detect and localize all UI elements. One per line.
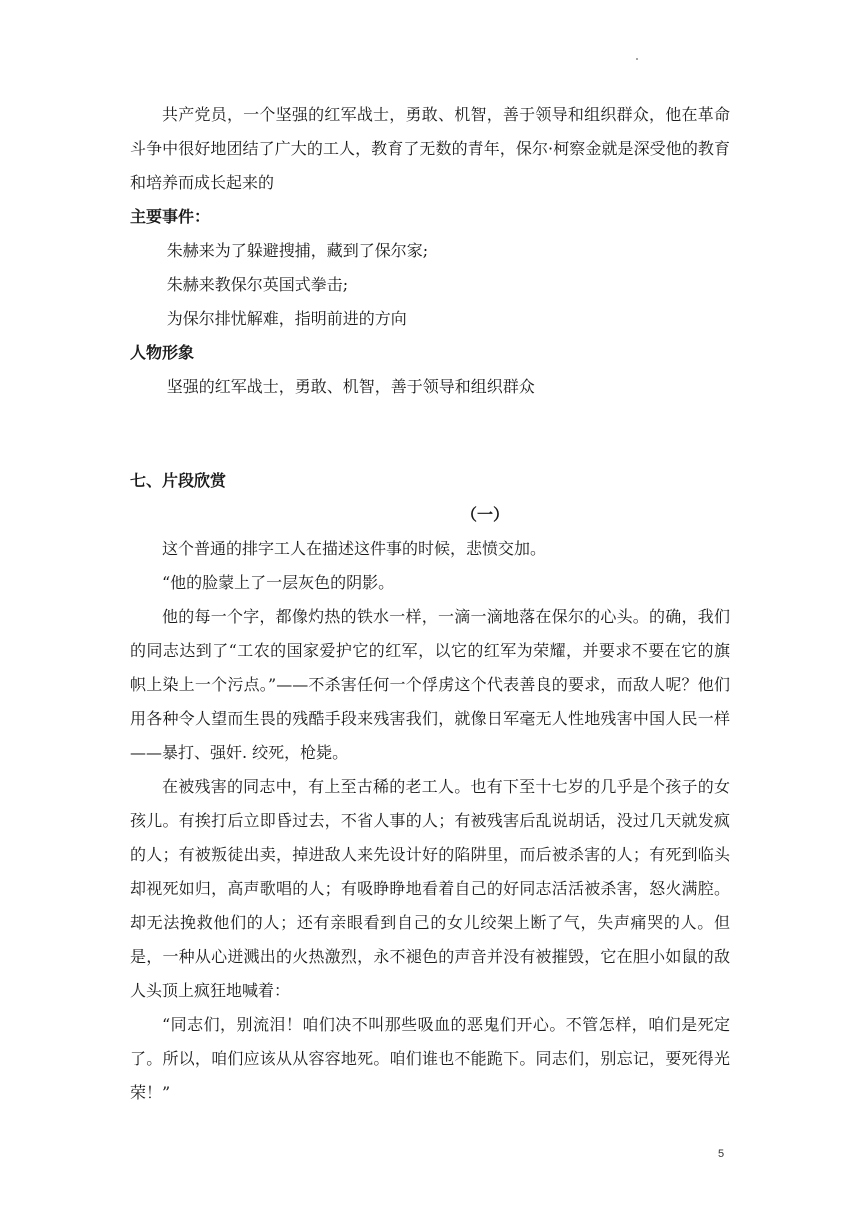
page-number: 5 (718, 1148, 725, 1160)
decorative-dot (636, 58, 638, 60)
excerpt-paragraph: “同志们，别流泪！咱们决不叫那些吸血的恶鬼们开心。不管怎样，咱们是死定了。所以，咱们应该从从容容地死。咱们谁也不能跪下。同志们，别忘记，要死得光荣！” (130, 1015, 730, 1102)
excerpt-paragraph: 在被残害的同志中，有上至古稀的老工人。也有下至十七岁的几乎是个孩子的女孩儿。有挨打后立即昏过去，不省人事的人；有被残害后乱说胡话，没过几天就发疯的人；有被叛徒出卖，掉进敌人来先设计好的陷阱里，而后被杀害的人；有死到临头却视死如归，高声歌唱的人；有吸睁睁地看着自己的好同志活活被杀害，怒火满腔。却无法挽救他们的人；还有亲眼看到自己的女儿绞架上断了气，失声痛哭的人。但是，一种从心迸溅出的火热激烈，永不褪色的声音并没有被摧毁，它在胆小如鼠的敌人头顶上疯狂地喊着： (130, 777, 730, 1000)
page-content (130, 98, 730, 1110)
main-event-item: 朱赫来为了躲避搜捕，藏到了保尔家; (166, 241, 429, 260)
excerpt-paragraph: 他的每一个字，都像灼热的铁水一样，一滴一滴地落在保尔的心头。的确，我们的同志达到了“工农的国家爱护它的红军，以它的红军为荣耀，并要求不要在它的旗帜上染上一个污点。”——不杀害任何一个俘虏这个代表善良的要求，而敌人呢？他们用各种令人望而生畏的残酷手段来残害我们，就像日军毫无人性地残害中国人民一样——暴打、强奸. 绞死，枪毙。 (130, 607, 730, 762)
character-description: 坚强的红军战士，勇敢、机智，善于领导和组织群众 (166, 377, 535, 396)
section-subtitle: （一） (460, 505, 509, 524)
character-heading: 人物形象 (130, 343, 195, 362)
excerpt-paragraph: “他的脸蒙上了一层灰色的阴影。 (162, 573, 395, 592)
excerpt-paragraph: 这个普通的排字工人在描述这件事的时候，悲愤交加。 (162, 539, 547, 558)
main-event-item: 朱赫来教保尔英国式拳击; (166, 275, 349, 294)
section-title: 七、片段欣赏 (130, 471, 227, 490)
intro-paragraph: 共产党员，一个坚强的红军战士，勇敢、机智，善于领导和组织群众，他在革命斗争中很好地团结了广大的工人，教育了无数的青年，保尔·柯察金就是深受他的教育和培养而成长起来的 (130, 105, 730, 192)
main-events-heading: 主要事件： (130, 207, 211, 226)
main-event-item: 为保尔排忧解难，指明前进的方向 (166, 309, 407, 328)
